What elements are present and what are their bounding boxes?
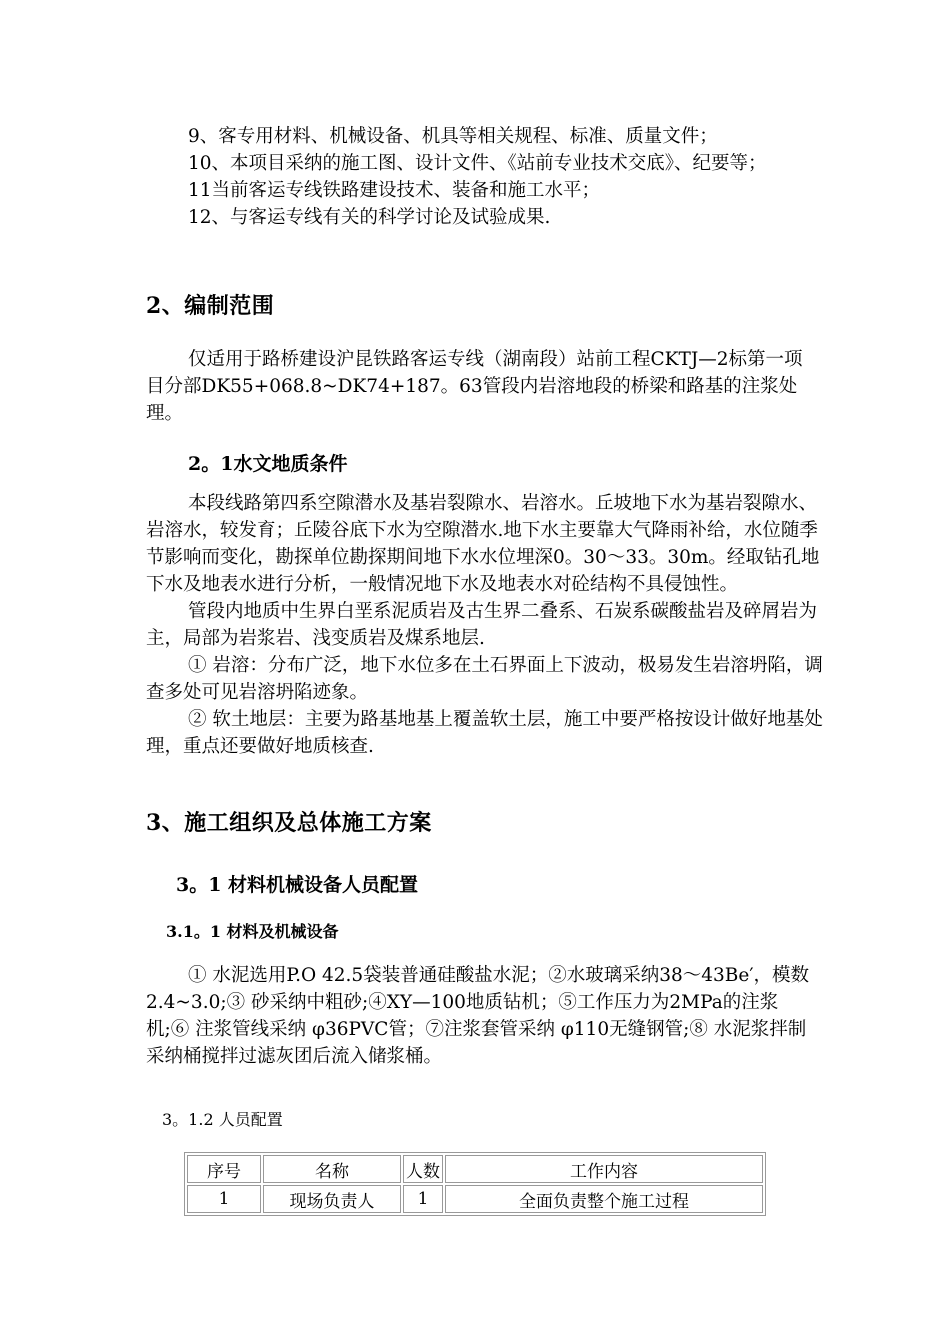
header-cell: 名称 — [263, 1155, 401, 1183]
header-cell: 工作内容 — [445, 1155, 763, 1183]
section-2-heading: 2、编制范围 — [146, 293, 275, 319]
header-cell: 序号 — [187, 1155, 261, 1183]
basis-list — [146, 123, 836, 231]
section-2-1-heading: 2。1水文地质条件 — [188, 453, 348, 475]
section-3-1-1-heading: 3.1。1 材料及机械设备 — [166, 922, 339, 941]
section-3-1-2-heading: 3。1.2 人员配置 — [162, 1110, 283, 1129]
hydro-paragraph: 本段线路第四系空隙潜水及基岩裂隙水、岩溶水。丘坡地下水为基岩裂隙水、岩溶水，较发育；丘陵谷底下水为空隙潜水.地下水主要靠大气降雨补给，水位随季节影响而变化，勘探单位勘探期间地下水水位埋深0。30～33。30m。经取钻孔地下水及地表水进行分析，一般情况地下水及地表水对砼结构不具侵蚀性。 — [146, 493, 820, 595]
table-cell: 全面负责整个施工过程 — [445, 1185, 763, 1213]
scope-text — [146, 346, 816, 427]
scope-paragraph: 仅适用于路桥建设沪昆铁路客运专线（湖南段）站前工程CKTJ—2标第一项目分部DK55+068.8~DK74+187。63管段内岩溶地段的桥梁和路基的注浆处理。 — [146, 349, 803, 424]
basis-item: 10、本项目采纳的施工图、设计文件、《站前专业技术交底》、纪要等； — [188, 153, 767, 174]
table-row — [187, 1185, 763, 1213]
table-cell: 现场负责人 — [263, 1185, 401, 1213]
section-3-heading: 3、施工组织及总体施工方案 — [146, 810, 432, 836]
staff-table — [184, 1152, 766, 1216]
section-3-1-heading: 3。1 材料机械设备人员配置 — [176, 874, 419, 896]
table-cell: 1 — [403, 1185, 443, 1213]
header-cell: 人数 — [403, 1155, 443, 1183]
hydrogeology-text — [146, 490, 826, 760]
table-header-row — [187, 1155, 763, 1183]
basis-item: 11当前客运专线铁路建设技术、装备和施工水平； — [188, 180, 601, 201]
hydro-paragraph: 管段内地质中生界白垩系泥质岩及古生界二叠系、石炭系碳酸盐岩及碎屑岩为主，局部为岩浆岩、浅变质岩及煤系地层. — [146, 601, 818, 649]
materials-paragraph: ① 水泥选用P.O 42.5袋装普通硅酸盐水泥；②水玻璃采纳38～43Be′，模数2.4~3.0;③ 砂采纳中粗砂;④XY—100地质钻机；⑤工作压力为2MPa的注浆机;⑥ 注浆管线采纳 φ36PVC管；⑦注浆套管采纳 φ110无缝钢管;⑧ 水泥浆拌制采纳桶搅拌过滤灰团后流入储浆桶。 — [146, 965, 810, 1067]
hydro-paragraph: ① 岩溶：分布广泛，地下水位多在土石界面上下波动，极易发生岩溶坍陷，调查多处可见岩溶坍陷迹象。 — [146, 655, 823, 703]
basis-item: 12、与客运专线有关的科学讨论及试验成果. — [188, 207, 551, 228]
basis-item: 9、客专用材料、机械设备、机具等相关规程、标准、质量文件； — [188, 126, 718, 147]
hydro-paragraph: ② 软土地层：主要为路基地基上覆盖软土层，施工中要严格按设计做好地基处理，重点还要做好地质核查. — [146, 709, 823, 757]
table-cell: 1 — [187, 1185, 261, 1213]
materials-text — [146, 962, 816, 1070]
